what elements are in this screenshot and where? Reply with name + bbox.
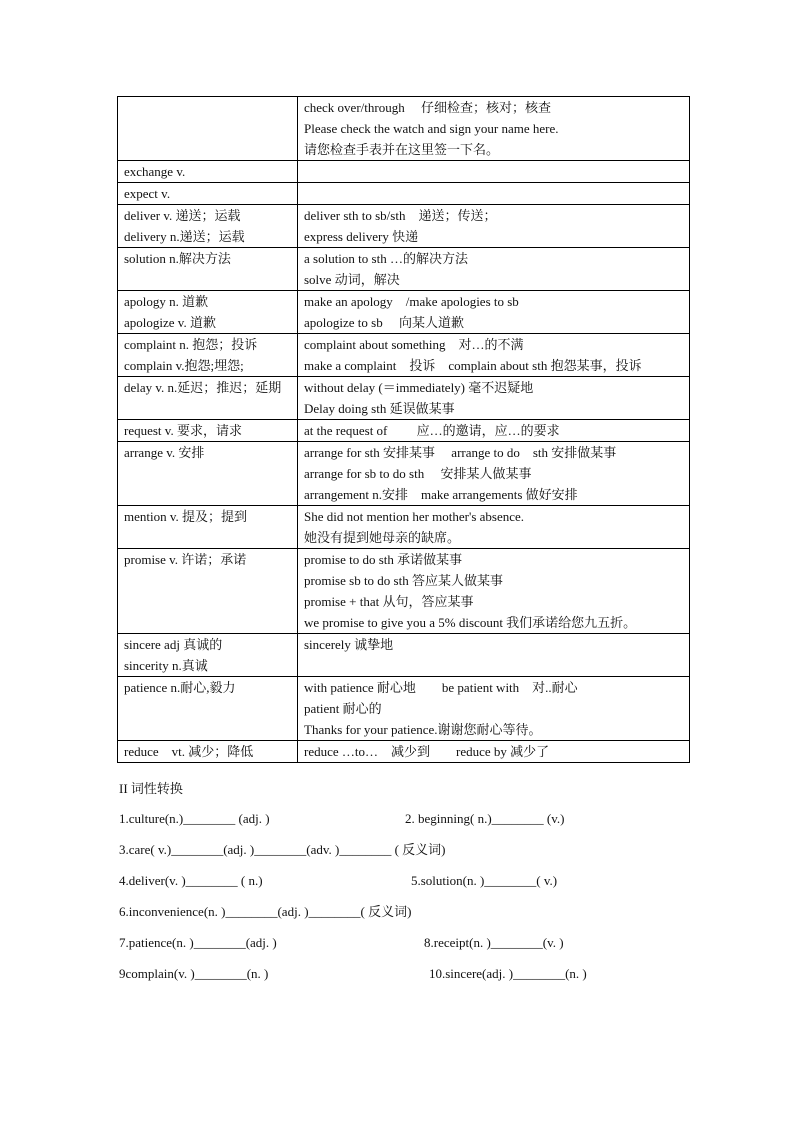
- usage-cell: [298, 334, 690, 377]
- usage-line: [304, 161, 683, 182]
- word-line: deliver v. 递送；运载: [124, 208, 241, 223]
- usage-cell: [298, 97, 690, 161]
- word-cell: [118, 506, 298, 549]
- word-cell: [118, 549, 298, 634]
- table-row: [118, 183, 690, 205]
- usage-cell: [298, 442, 690, 506]
- word-line: complain v.抱怨;埋怨;: [124, 358, 244, 373]
- exercise-item: 6.inconvenience(n. )________(adj. )________( 反义词): [119, 904, 412, 919]
- word-cell: [118, 741, 298, 763]
- usage-line: Thanks for your patience.谢谢您耐心等待。: [304, 722, 542, 737]
- word-line: patience n.耐心,毅力: [124, 680, 236, 695]
- exercise-item: 3.care( v.)________(adj. )________(adv. )________ ( 反义词): [119, 842, 446, 857]
- table-row: [118, 248, 690, 291]
- exercise-row: [119, 871, 719, 891]
- usage-cell: [298, 677, 690, 741]
- word-line: [124, 97, 291, 118]
- word-cell: [118, 205, 298, 248]
- section-title: II 词性转换: [119, 781, 183, 796]
- word-line: exchange v.: [124, 164, 186, 179]
- usage-line: Please check the watch and sign your name here.: [304, 121, 559, 136]
- exercise-row: [119, 933, 719, 953]
- usage-cell: [298, 377, 690, 420]
- word-line: solution n.解决方法: [124, 251, 231, 266]
- usage-line: sincerely 诚挚地: [304, 637, 394, 652]
- exercise-row: [119, 902, 719, 922]
- exercise-item: 4.deliver(v. )________ ( n.): [119, 873, 263, 888]
- word-line: arrange v. 安排: [124, 445, 205, 460]
- usage-line: reduce …to… 减少到 reduce by 减少了: [304, 744, 550, 759]
- usage-line: with patience 耐心地 be patient with 对..耐心: [304, 680, 578, 695]
- usage-line: complaint about something 对…的不满: [304, 337, 524, 352]
- word-cell: [118, 334, 298, 377]
- usage-line: promise sb to do sth 答应某人做某事: [304, 573, 503, 588]
- word-line: sincere adj 真诚的: [124, 637, 223, 652]
- usage-line: patient 耐心的: [304, 701, 382, 716]
- usage-line: check over/through 仔细检查；核对；核查: [304, 100, 551, 115]
- word-line: mention v. 提及；提到: [124, 509, 248, 524]
- usage-line: arrange for sth 安排某事 arrange to do sth 安排做某事: [304, 445, 617, 460]
- usage-line: a solution to sth …的解决方法: [304, 251, 468, 266]
- exercise-item: 5.solution(n. )________( v.): [411, 873, 558, 888]
- word-line: reduce vt. 减少；降低: [124, 744, 254, 759]
- table-row: [118, 677, 690, 741]
- word-line: request v. 要求，请求: [124, 423, 242, 438]
- usage-line: 请您检查手表并在这里签一下名。: [304, 142, 500, 157]
- word-line: expect v.: [124, 186, 171, 201]
- word-cell: [118, 377, 298, 420]
- exercise-item: 10.sincere(adj. )________(n. ): [429, 966, 587, 981]
- usage-cell: [298, 549, 690, 634]
- usage-cell: [298, 183, 690, 205]
- usage-line: apologize to sb 向某人道歉: [304, 315, 464, 330]
- word-cell: [118, 634, 298, 677]
- exercise-row: [119, 809, 719, 829]
- usage-line: without delay (＝immediately) 毫不迟疑地: [304, 380, 534, 395]
- usage-line: we promise to give you a 5% discount 我们承诺给您九五折。: [304, 615, 637, 630]
- exercise-item: 8.receipt(n. )________(v. ): [424, 935, 564, 950]
- word-line: promise v. 许诺；承诺: [124, 552, 247, 567]
- word-line: sincerity n.真诚: [124, 658, 208, 673]
- usage-line: arrangement n.安排 make arrangements 做好安排: [304, 487, 578, 502]
- word-line: apology n. 道歉: [124, 294, 209, 309]
- exercise-item: 2. beginning( n.)________ (v.): [405, 811, 565, 826]
- exercise-item: 7.patience(n. )________(adj. ): [119, 935, 277, 950]
- table-row: [118, 506, 690, 549]
- word-line: delay v. n.延迟；推迟；延期: [124, 380, 282, 395]
- usage-cell: [298, 506, 690, 549]
- usage-cell: [298, 248, 690, 291]
- usage-line: make an apology /make apologies to sb: [304, 294, 519, 309]
- word-cell: [118, 161, 298, 183]
- table-row: [118, 291, 690, 334]
- word-cell: [118, 183, 298, 205]
- table-row: [118, 634, 690, 677]
- usage-cell: [298, 420, 690, 442]
- word-cell: [118, 677, 298, 741]
- usage-cell: [298, 161, 690, 183]
- usage-line: make a complaint 投诉 complain about sth 抱怨某事，投诉: [304, 358, 642, 373]
- usage-cell: [298, 634, 690, 677]
- table-row: [118, 97, 690, 161]
- table-row: [118, 549, 690, 634]
- usage-line: deliver sth to sb/sth 递送；传送；: [304, 208, 497, 223]
- usage-cell: [298, 205, 690, 248]
- usage-line: promise + that 从句，答应某事: [304, 594, 474, 609]
- word-line: apologize v. 道歉: [124, 315, 216, 330]
- usage-line: solve 动词，解决: [304, 272, 400, 287]
- usage-line: express delivery 快递: [304, 229, 419, 244]
- word-cell: [118, 442, 298, 506]
- word-cell: [118, 420, 298, 442]
- table-row: [118, 377, 690, 420]
- vocabulary-table: [117, 96, 690, 763]
- word-line: delivery n.递送；运载: [124, 229, 245, 244]
- usage-line: 她没有提到她母亲的缺席。: [304, 530, 461, 545]
- usage-line: She did not mention her mother's absence.: [304, 509, 525, 524]
- usage-cell: [298, 741, 690, 763]
- word-cell: [118, 248, 298, 291]
- table-row: [118, 741, 690, 763]
- usage-line: Delay doing sth 延误做某事: [304, 401, 455, 416]
- usage-line: arrange for sb to do sth 安排某人做某事: [304, 466, 532, 481]
- table-row: [118, 161, 690, 183]
- table-row: [118, 442, 690, 506]
- usage-line: at the request of 应…的邀请，应…的要求: [304, 423, 560, 438]
- vocabulary-table-body: [118, 97, 690, 763]
- usage-cell: [298, 291, 690, 334]
- table-row: [118, 205, 690, 248]
- word-cell: [118, 97, 298, 161]
- exercise-row: [119, 840, 719, 860]
- usage-line: promise to do sth 承诺做某事: [304, 552, 463, 567]
- exercise-item: 1.culture(n.)________ (adj. ): [119, 811, 270, 826]
- exercise-item: 9complain(v. )________(n. ): [119, 966, 269, 981]
- table-row: [118, 420, 690, 442]
- exercise-row: [119, 964, 719, 984]
- word-cell: [118, 291, 298, 334]
- word-line: complaint n. 抱怨；投诉: [124, 337, 258, 352]
- table-row: [118, 334, 690, 377]
- usage-line: [304, 183, 683, 204]
